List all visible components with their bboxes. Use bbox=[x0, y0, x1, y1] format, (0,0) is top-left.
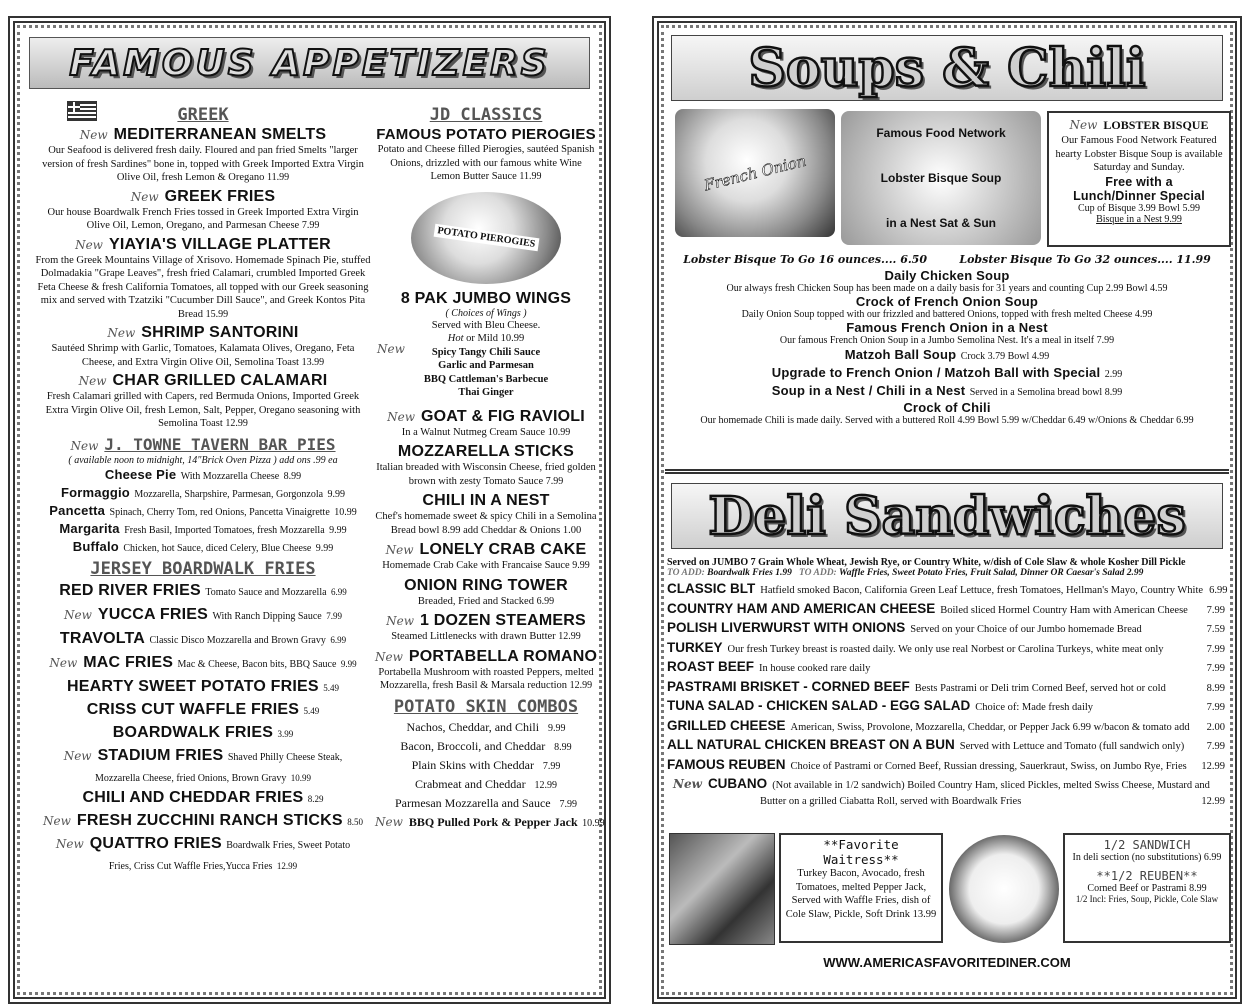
chicken-soup-name: Daily Chicken Soup bbox=[884, 268, 1010, 283]
pierogies-name: FAMOUS POTATO PIEROGIES bbox=[376, 126, 596, 143]
bisque-free: Free with a bbox=[1105, 174, 1173, 189]
shrimp-name: SHRIMP SANTORINI bbox=[141, 324, 299, 341]
jd-title: JD CLASSICS bbox=[429, 105, 543, 125]
fries-item: BOARDWALK FRIES 3.99 bbox=[112, 723, 294, 741]
skin-item: Plain Skins with Cheddar 7.99 bbox=[411, 757, 561, 772]
section-divider bbox=[665, 469, 1229, 474]
half-title: 1/2 SANDWICH bbox=[1103, 838, 1191, 852]
fries-item: New YUCCA FRIES With Ranch Dipping Sauce 7.99 bbox=[64, 605, 342, 623]
new-tag: New bbox=[387, 409, 415, 424]
fries-item: New FRESH ZUCCHINI RANCH STICKS 8.50 bbox=[43, 811, 363, 829]
barpie-item: Pancetta Spinach, Cherry Tom, red Onions, Pancetta Vinaigrette 10.99 bbox=[49, 502, 357, 518]
onion-name: ONION RING TOWER bbox=[404, 576, 568, 594]
yiayia-name: YIAYIA'S VILLAGE PLATTER bbox=[108, 235, 331, 253]
deli-served: Served on JUMBO 7 Grain Whole Wheat, Jewish Rye, or Country White, w/dish of Cole Slaw & whole Kosher Dill Pickle bbox=[667, 557, 1186, 568]
onion-nest-name: Famous French Onion in a Nest bbox=[846, 320, 1048, 335]
crock-onion-name: Crock of French Onion Soup bbox=[855, 294, 1039, 309]
deli-item: COUNTRY HAM AND AMERICAN CHEESE Boiled sliced Hormel Country Ham with American Cheese 7.99 bbox=[667, 600, 1225, 616]
deli-banner bbox=[671, 483, 1223, 549]
ravioli-name: GOAT & FIG RAVIOLI bbox=[420, 407, 585, 425]
deli-list bbox=[667, 557, 1228, 815]
greek-column bbox=[35, 103, 371, 875]
new-tag: New bbox=[375, 649, 403, 664]
crock-onion-desc: Daily Onion Soup topped with our frizzled and battered Onions, topped with fresh melted Cheese 4.99 bbox=[741, 309, 1153, 320]
lobster-bisque-photo: Famous Food Network Lobster Bisque Soup in a Nest Sat & Sun bbox=[841, 111, 1041, 245]
mozz-desc: Italian breaded with Wisconsin Cheese, fried golden brown with zesty Tomato Sauce 7.99 bbox=[376, 462, 596, 487]
deli-item: PASTRAMI BRISKET - CORNED BEEF Bests Pastrami or Deli trim Corned Beef, served hot or cold 8.99 bbox=[667, 678, 1225, 694]
portabella-desc: Portabella Mushroom with roasted Peppers, melted Mozzarella, fresh Basil & Marsala reduction 12.99 bbox=[378, 666, 594, 691]
new-tag: New bbox=[1069, 118, 1098, 132]
wings-hot-mild: Hot or Mild 10.99 bbox=[447, 333, 525, 344]
pierogies-desc: Potato and Cheese filled Pierogies, sautéed Spanish Onions, drizzled with our famous white Wine Lemon Butter Sauce 11.99 bbox=[377, 144, 595, 182]
calamari-desc: Fresh Calamari grilled with Capers, red Bermuda Onions, Imported Greek Extra Virgin Olive Oil, fresh Lemon, Salt, Pepper, Oregano seasoning with Semolina Toast 12.99 bbox=[45, 391, 361, 429]
new-tag: New bbox=[63, 748, 92, 763]
soups-list bbox=[667, 253, 1227, 426]
barpies-title: J. TOWNE TAVERN BAR PIES bbox=[104, 434, 336, 454]
sandwich-photo bbox=[949, 835, 1059, 943]
bisque-special: Lunch/Dinner Special bbox=[1073, 188, 1205, 203]
new-tag: New bbox=[79, 128, 108, 142]
jd-column bbox=[375, 103, 605, 831]
fries-item: TRAVOLTA Classic Disco Mozzarella and Brown Gravy 6.99 bbox=[59, 629, 347, 647]
deli-item: GRILLED CHEESE American, Swiss, Provolone, Mozzarella, Cheddar, or Pepper Jack 6.99 w/bacon & tomato add 2.00 bbox=[667, 717, 1225, 733]
wings-choices: ( Choices of Wings ) bbox=[445, 307, 527, 319]
bisque-nest: Bisque in a Nest 9.99 bbox=[1096, 213, 1182, 225]
barpies-note: ( available noon to midnight, 14"Brick Oven Pizza ) add ons .99 ea bbox=[68, 454, 338, 466]
crab-desc: Homemade Crab Cake with Francaise Sauce 9.99 bbox=[382, 560, 590, 571]
wings-served: Served with Bleu Cheese. bbox=[431, 319, 541, 331]
fries-item: CHILI AND CHEDDAR FRIES 8.29 bbox=[82, 788, 324, 806]
new-tag: New bbox=[375, 814, 403, 829]
new-tag: New bbox=[64, 607, 92, 622]
barpies-list bbox=[35, 466, 371, 556]
waitress-photo bbox=[669, 833, 775, 945]
crock-chili-name: Crock of Chili bbox=[903, 400, 991, 415]
fries-item: CRISS CUT WAFFLE FRIES 5.49 bbox=[86, 700, 320, 718]
matzoh-name: Matzoh Ball Soup bbox=[844, 347, 957, 362]
pierogies-photo: POTATO PIEROGIES bbox=[411, 192, 561, 284]
fries-item: HEARTY SWEET POTATO FRIES 5.49 bbox=[66, 677, 340, 695]
chili-nest-desc: Chef's homemade sweet & spicy Chili in a Semolina Bread bowl 8.99 add Cheddar & Onions 1.00 bbox=[375, 511, 597, 536]
new-tag: New bbox=[75, 237, 103, 252]
soups-title: Soups & Chili bbox=[748, 37, 1146, 99]
french-onion-photo: French Onion bbox=[675, 109, 835, 237]
skin-item: Nachos, Cheddar, and Chili 9.99 bbox=[406, 719, 566, 734]
new-tag: New bbox=[55, 836, 84, 851]
wings-flavors: New Spicy Tangy Chili Sauce Garlic and Parmesan BBQ Cattleman's Barbecue Thai Ginger bbox=[377, 341, 549, 398]
wings-name: 8 PAK JUMBO WINGS bbox=[400, 289, 572, 307]
boardwalk-title: JERSEY BOARDWALK FRIES bbox=[90, 558, 316, 579]
deli-title: Deli Sandwiches bbox=[708, 485, 1186, 547]
lobster-bisque-box bbox=[1047, 111, 1231, 247]
fries-item: RED RIVER FRIES Tomato Sauce and Mozzarella 6.99 bbox=[59, 581, 347, 599]
appetizers-page bbox=[8, 16, 611, 1004]
bbq-price: 10.99 bbox=[582, 817, 605, 829]
fries-item: New STADIUM FRIES Shaved Philly Cheese Steak, bbox=[63, 746, 343, 764]
deli-item: TURKEY Our fresh Turkey breast is roasted daily. We only use real Norbest or Carolina Turkeys, white meat only 7.99 bbox=[667, 639, 1225, 655]
new-tag: New bbox=[70, 438, 99, 453]
half-sandwich-box bbox=[1063, 833, 1231, 943]
website-link[interactable]: WWW.AMERICASFAVORITEDINER.COM bbox=[823, 955, 1071, 970]
greek-fries-name: GREEK FRIES bbox=[164, 187, 276, 205]
deli-item: FAMOUS REUBEN Choice of Pastrami or Corned Beef, Russian dressing, Sauerkraut, Swiss, on Jumbo Rye, Fries 12.99 bbox=[667, 756, 1225, 772]
chili-nest-name: CHILI IN A NEST bbox=[422, 492, 550, 509]
steamers-desc: Steamed Littlenecks with drawn Butter 12.99 bbox=[391, 631, 581, 642]
fries-item: New MAC FRIES Mac & Cheese, Bacon bits, BBQ Sauce 9.99 bbox=[49, 653, 357, 671]
bisque-desc: Our Famous Food Network Featured hearty Lobster Bisque Soup is available Saturday and Sunday. bbox=[1055, 135, 1223, 173]
fries-item: Mozzarella Cheese, fried Onions, Brown Gravy 10.99 bbox=[94, 772, 312, 784]
deli-item: TUNA SALAD - CHICKEN SALAD - EGG SALAD Choice of: Made fresh daily 7.99 bbox=[667, 698, 1225, 713]
deli-item: POLISH LIVERWURST WITH ONIONS Served on your Choice of our Jumbo homemade Bread 7.59 bbox=[667, 620, 1225, 635]
crock-chili-desc: Our homemade Chili is made daily. Served with a buttered Roll 4.99 Bowl 5.99 w/Cheddar 6.49 w/Onions & Cheddar 6.99 bbox=[700, 415, 1194, 426]
yiayia-desc: From the Greek Mountains Village of Xrisovo. Homemade Spinach Pie, stuffed Dolmadakia "Grape Leaves", fresh fried Calamari, crumbled Imported Greek Feta Cheese & fresh California Tomatoes, all topped with our Greek seasoning mix and served with Tzatziki "Cucumber Dill Sauce", and Greek Kontos Pita Bread 15.99 bbox=[35, 254, 371, 320]
soup-nest-desc: Served in a Semolina bread bowl 8.99 bbox=[969, 387, 1123, 398]
soup-nest-name: Soup in a Nest / Chili in a Nest bbox=[771, 383, 966, 398]
bisque-title: LOBSTER BISQUE bbox=[1103, 118, 1209, 132]
half-reuben-desc: Corned Beef or Pastrami 8.99 bbox=[1087, 883, 1207, 894]
deli-item: CLASSIC BLT Hatfield smoked Bacon, California Green Leaf Lettuce, fresh Tomatoes, Hellman's Mayo, Country White 6.99 bbox=[667, 581, 1228, 596]
appetizers-title: FAMOUS APPETIZERS bbox=[69, 42, 550, 84]
bisque-cup: Cup of Bisque 3.99 Bowl 5.99 bbox=[1078, 202, 1200, 214]
calamari-name: CHAR GRILLED CALAMARI bbox=[112, 372, 328, 389]
new-tag: New bbox=[385, 543, 414, 557]
upgrade-desc: 2.99 bbox=[1104, 369, 1123, 380]
portabella-name: PORTABELLA ROMANO bbox=[408, 647, 598, 665]
crab-name: LONELY CRAB CAKE bbox=[419, 541, 587, 558]
new-tag: New bbox=[673, 777, 702, 791]
new-tag: New bbox=[130, 189, 159, 204]
skin-item: Parmesan Mozzarella and Sauce 7.99 bbox=[395, 795, 577, 810]
smelts-desc: Our Seafood is delivered fresh daily. Floured and pan fried Smelts "larger version of fresh Sardines" bone in, topped with Greek Imported Extra Virgin Olive Oil, fresh Lemon & Oregano 11.99 bbox=[42, 145, 364, 183]
chicken-soup-desc: Our always fresh Chicken Soup has been made on a daily basis for 31 years and counting Cup 2.99 Bowl 4.59 bbox=[726, 283, 1168, 294]
half-desc: In deli section (no substitutions) 6.99 bbox=[1072, 852, 1222, 863]
waitress-desc: Turkey Bacon, Avocado, fresh Tomatoes, melted Pepper Jack, Served with Waffle Fries, dish of Cole Slaw, Pickle, Soft Drink 13.99 bbox=[785, 868, 937, 920]
bbq-name: BBQ Pulled Pork & Pepper Jack bbox=[408, 814, 578, 829]
cubano-cont: Butter on a grilled Ciabatta Roll, served with Boardwalk Fries 12.99 bbox=[760, 795, 1225, 807]
greek-title: GREEK bbox=[177, 105, 229, 125]
skin-item: Crabmeat and Cheddar 12.99 bbox=[414, 776, 557, 791]
new-tag: New bbox=[386, 614, 414, 628]
barpie-item: Buffalo Chicken, hot Sauce, diced Celery, Blue Cheese 9.99 bbox=[72, 538, 334, 554]
shrimp-desc: Sautéed Shrimp with Garlic, Tomatoes, Kalamata Olives, Oregano, Feta Cheese, and Extra Virgin Olive Oil, Semolina Toast 13.99 bbox=[51, 343, 355, 368]
matzoh-desc: Crock 3.79 Bowl 4.99 bbox=[960, 351, 1050, 362]
fries-item: Fries, Criss Cut Waffle Fries,Yucca Fries 12.99 bbox=[108, 860, 298, 872]
steamers-name: 1 DOZEN STEAMERS bbox=[419, 612, 586, 629]
onion-nest-desc: Our famous French Onion Soup in a Jumbo Semolina Nest. It's a meal in itself 7.99 bbox=[779, 335, 1115, 346]
deli-item: ROAST BEEF In house cooked rare daily 7.99 bbox=[667, 659, 1225, 674]
barpie-item: Cheese Pie With Mozzarella Cheese 8.99 bbox=[104, 466, 302, 482]
skins-list bbox=[375, 718, 597, 813]
mozz-name: MOZZARELLA STICKS bbox=[397, 443, 575, 460]
new-tag: New bbox=[377, 341, 405, 356]
onion-desc: Breaded, Fried and Stacked 6.99 bbox=[417, 595, 555, 607]
new-tag: New bbox=[43, 813, 71, 828]
deli-add-ons: TO ADD: Boardwalk Fries 1.99 TO ADD: Waffle Fries, Sweet Potato Fries, Fruit Salad, Dinner OR Caesar's Salad 2.99 bbox=[667, 568, 1144, 578]
waitress-box bbox=[779, 833, 943, 943]
half-reuben-title: **1/2 REUBEN** bbox=[1096, 869, 1198, 883]
fries-item: New QUATTRO FRIES Boardwalk Fries, Sweet Potato bbox=[55, 834, 351, 852]
soups-deli-page bbox=[652, 16, 1242, 1004]
bisque-togo: Lobster Bisque To Go 16 ounces.... 6.50 Lobster Bisque To Go 32 ounces.... 11.99 bbox=[683, 253, 1211, 266]
new-tag: New bbox=[49, 655, 78, 670]
appetizers-banner bbox=[29, 37, 590, 89]
half-incl: 1/2 Incl: Fries, Soup, Pickle, Cole Slaw bbox=[1075, 894, 1219, 904]
ravioli-desc: In a Walnut Nutmeg Cream Sauce 10.99 bbox=[401, 426, 571, 438]
upgrade-name: Upgrade to French Onion / Matzoh Ball with Special bbox=[771, 365, 1101, 380]
barpie-item: Formaggio Mozzarella, Sharpshire, Parmesan, Gorgonzola 9.99 bbox=[60, 484, 346, 500]
new-tag: New bbox=[107, 326, 136, 340]
boardwalk-list bbox=[35, 580, 371, 875]
barpie-item: Margarita Fresh Basil, Imported Tomatoes, fresh Mozzarella 9.99 bbox=[59, 520, 347, 536]
waitress-title: **Favorite Waitress** bbox=[823, 837, 899, 867]
skins-title: POTATO SKIN COMBOS bbox=[393, 696, 579, 717]
deli-item: ALL NATURAL CHICKEN BREAST ON A BUN Served with Lettuce and Tomato (full sandwich only) 7.99 bbox=[667, 737, 1225, 752]
deli-item: New CUBANO (Not available in 1/2 sandwich) Boiled Country Ham, sliced Pickles, melted Swiss Cheese, Mustard and bbox=[673, 776, 1210, 791]
new-tag: New bbox=[78, 374, 107, 388]
skin-item: Bacon, Broccoli, and Cheddar 8.99 bbox=[400, 738, 572, 753]
soups-banner bbox=[671, 35, 1223, 101]
greek-fries-desc: Our house Boardwalk French Fries tossed in Greek Imported Extra Virgin Olive Oil, Lemon, Oregano, and Parmesan Cheese 7.99 bbox=[47, 206, 359, 231]
smelts-name: MEDITERRANEAN SMELTS bbox=[113, 126, 327, 143]
